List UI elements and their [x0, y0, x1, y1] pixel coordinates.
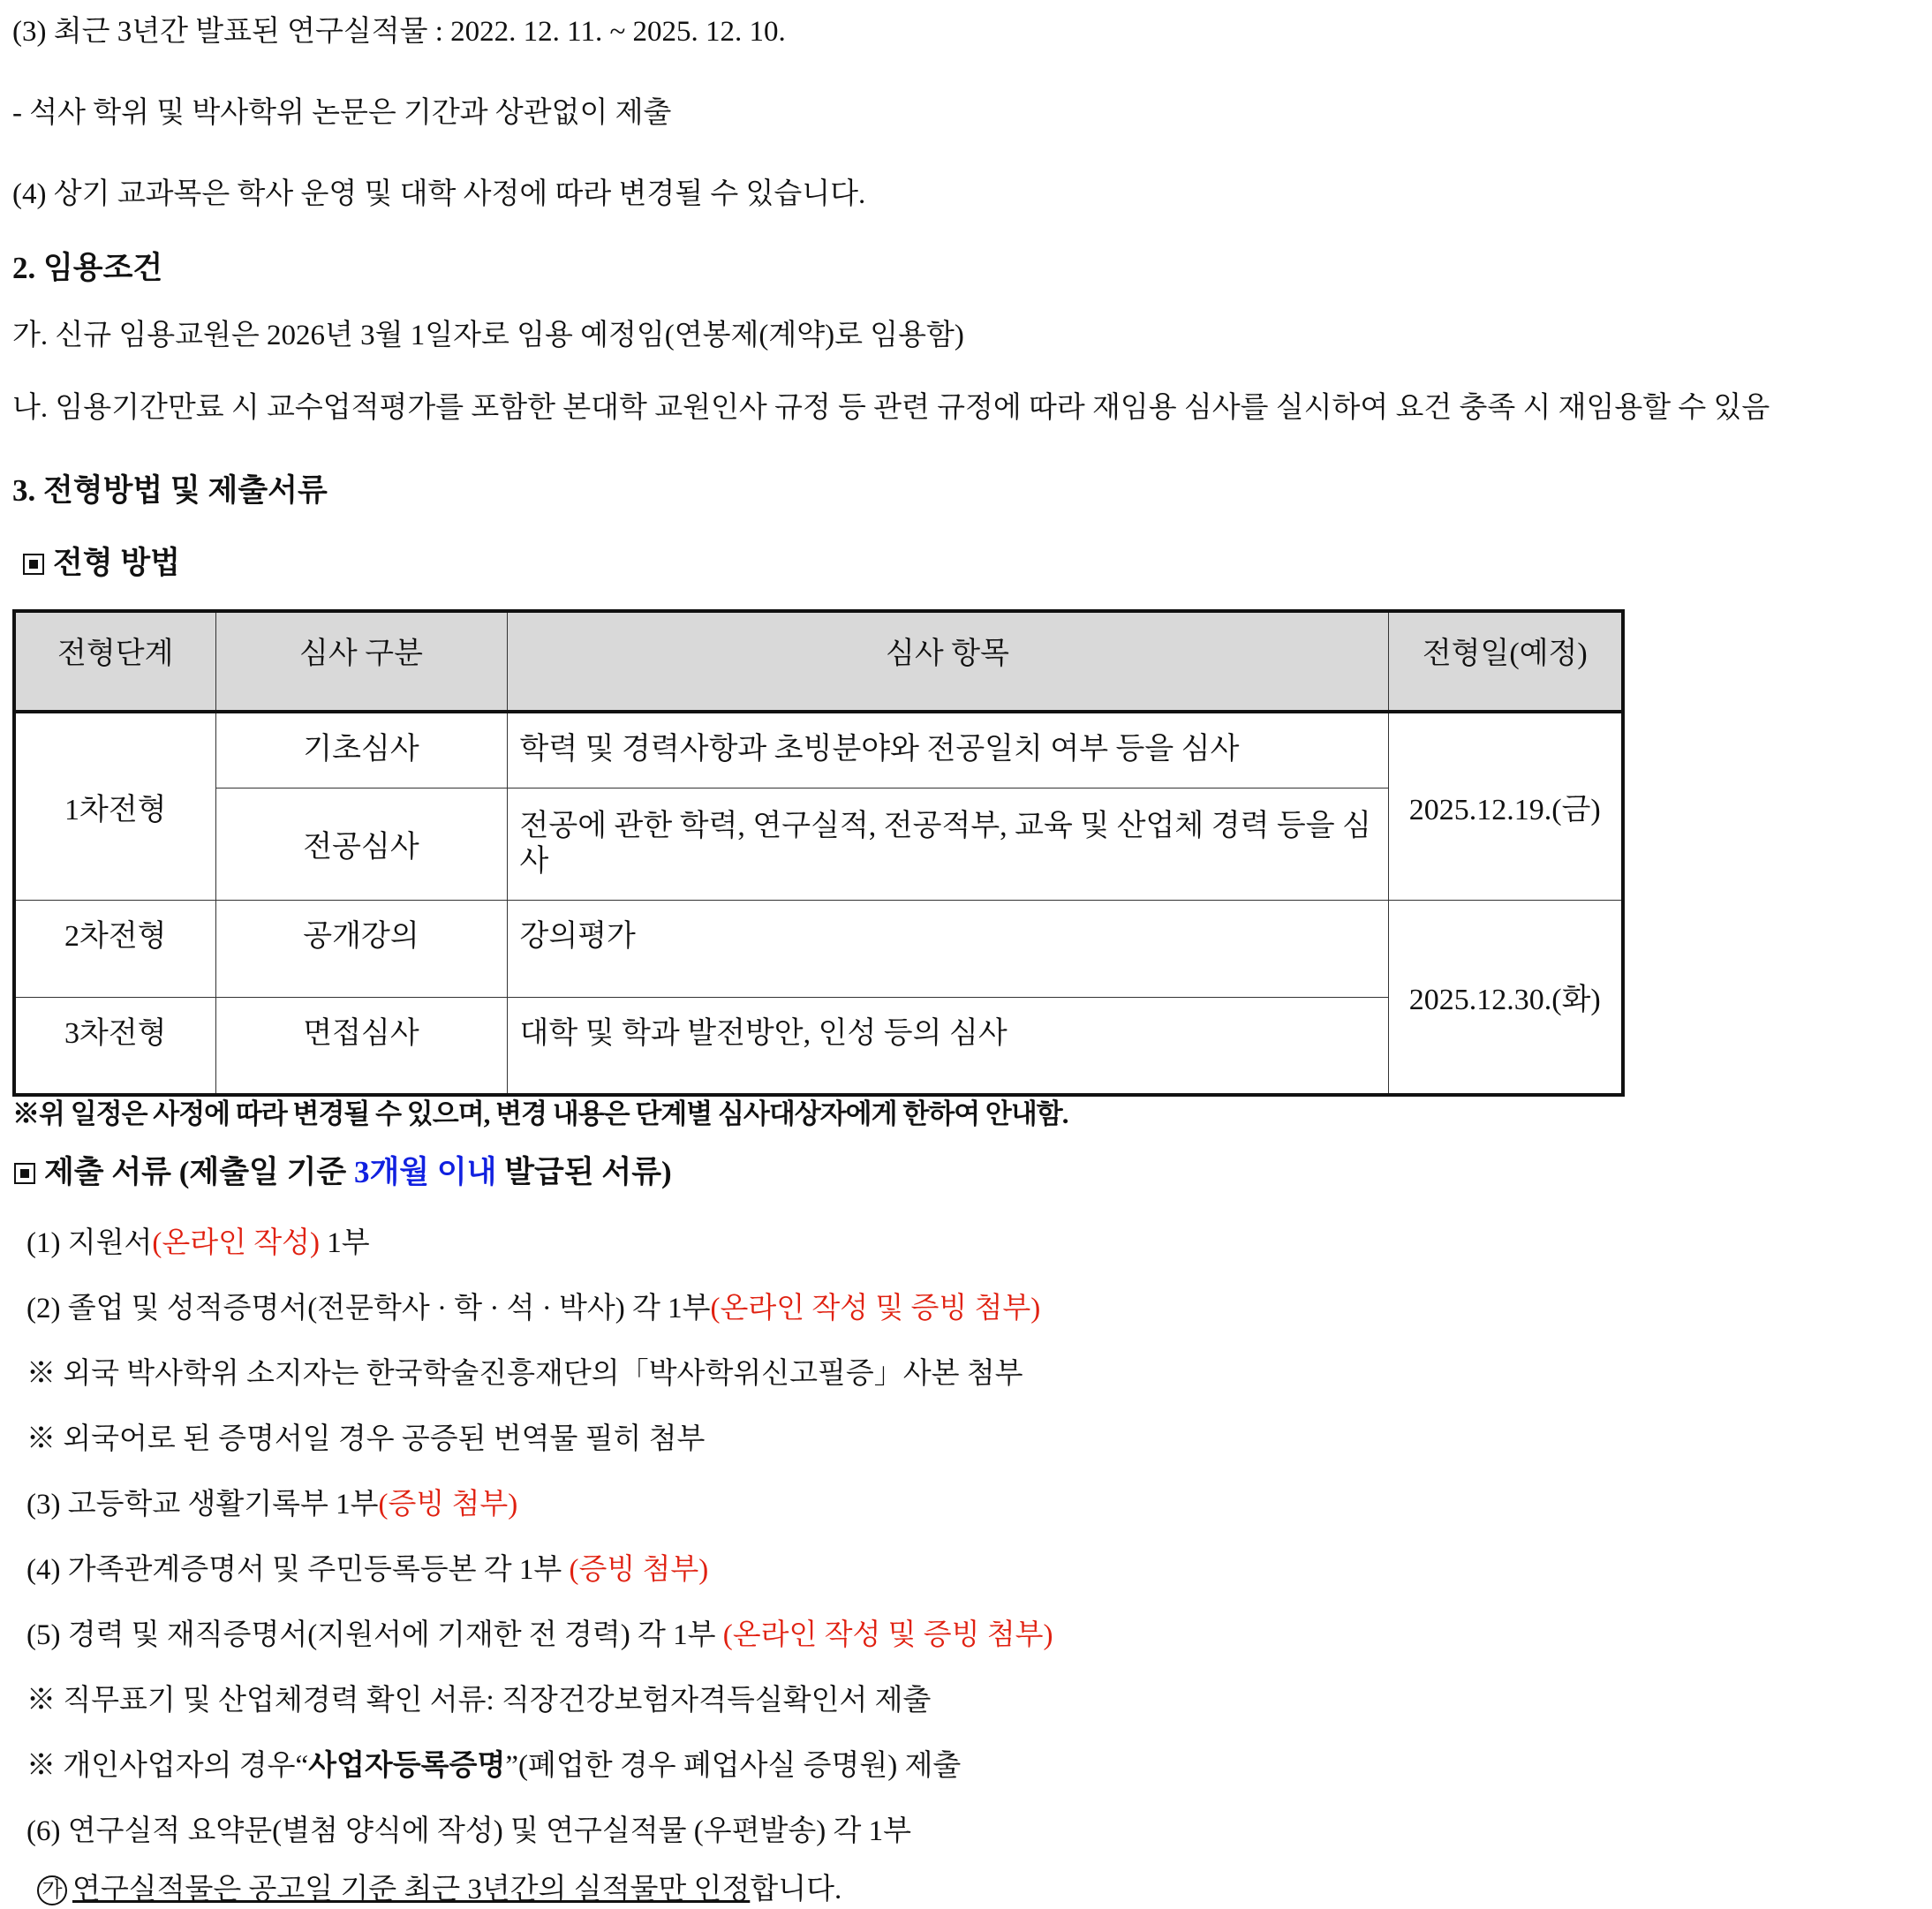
- section2-ga: 가. 신규 임용교원은 2026년 3월 1일자로 임용 예정임(연봉제(계약)로 임용함): [12, 320, 964, 351]
- doc-6-ga: [37, 1870, 841, 1909]
- doc-5-note1: ※ 직무표기 및 산업체경력 확인 서류: 직장건강보험자격득실확인서 제출: [26, 1685, 932, 1717]
- doc-2-red: (온라인 작성 및 증빙 첨부): [710, 1293, 1041, 1324]
- doc-2-note1: ※ 외국 박사학위 소지자는 한국학술진흥재단의「박사학위신고필증」사본 첨부: [26, 1358, 1023, 1390]
- stage3-cell: 3차전형: [14, 998, 215, 1095]
- doc-3-text: (3) 고등학교 생활기록부 1부: [26, 1489, 379, 1520]
- doc-1-tail: 1부: [320, 1227, 370, 1259]
- table-row: [14, 900, 1623, 997]
- row1-type: 기초심사: [215, 712, 507, 788]
- row2-item: 전공에 관한 학력, 연구실적, 전공적부, 교육 및 산업체 경력 등을 심사: [507, 788, 1388, 900]
- doc-4-text: (4) 가족관계증명서 및 주민등록등본 각 1부: [26, 1554, 570, 1586]
- square-bullet-icon: [14, 1163, 35, 1184]
- table-row: [14, 712, 1623, 788]
- docs-heading: [14, 1153, 672, 1192]
- doc-5-note2-text: ※ 개인사업자의 경우“: [26, 1750, 309, 1782]
- row4-type: 면접심사: [215, 998, 507, 1095]
- row4-item: 대학 및 학과 발전방안, 인성 등의 심사: [507, 998, 1388, 1095]
- row1-item: 학력 및 경력사항과 초빙분야와 전공일치 여부 등을 심사: [507, 712, 1388, 788]
- doc-2-text: (2) 졸업 및 성적증명서(전문학사 · 학 · 석 · 박사) 각 1부: [26, 1293, 711, 1324]
- doc-5-note2-tail: ”(폐업한 경우 폐업사실 증명원) 제출: [505, 1750, 962, 1782]
- doc-5-text: (5) 경력 및 재직증명서(지원서에 기재한 전 경력) 각 1부: [26, 1619, 723, 1651]
- doc-3-red: (증빙 첨부): [378, 1489, 518, 1520]
- docs-heading-highlight: 3개월 이내: [353, 1155, 497, 1189]
- doc-1: [26, 1224, 370, 1263]
- intro-item3: (3) 최근 3년간 발표된 연구실적물 : 2022. 12. 11. ~ 2025. 12. 10.: [12, 16, 786, 48]
- doc-4: [26, 1551, 708, 1589]
- section2-title: 2. 임용조건: [12, 251, 163, 285]
- date1-cell: 2025.12.19.(금): [1388, 712, 1623, 900]
- header-date: 전형일(예정): [1388, 611, 1623, 712]
- method-heading-text: 전형 방법: [53, 546, 180, 580]
- header-stage: 전형단계: [14, 611, 215, 712]
- doc-6-ga-underline: 연구실적물은 공고일 기준 최근 3년간의 실적물만 인정: [72, 1874, 751, 1905]
- doc-6-ga-tail: 합니다.: [750, 1874, 842, 1905]
- section2-na: 나. 임용기간만료 시 교수업적평가를 포함한 본대학 교원인사 규정 등 관련 규정에 따라 재임용 심사를 실시하여 요건 충족 시 재임용할 수 있음: [12, 392, 1770, 424]
- section3-title: 3. 전형방법 및 제출서류: [12, 473, 328, 508]
- intro-item3-note: - 석사 학위 및 박사학위 논문은 기간과 상관없이 제출: [12, 97, 672, 129]
- table-row: [14, 788, 1623, 900]
- doc-6: (6) 연구실적 요약문(별첨 양식에 작성) 및 연구실적물 (우편발송) 각 1부: [26, 1815, 912, 1847]
- table-row: [14, 998, 1623, 1095]
- row3-type: 공개강의: [215, 900, 507, 997]
- square-bullet-icon: [23, 554, 44, 575]
- table-header-row: [14, 611, 1623, 712]
- row3-item: 강의평가: [507, 900, 1388, 997]
- row2-type: 전공심사: [215, 788, 507, 900]
- doc-3: [26, 1485, 517, 1524]
- doc-1-text: (1) 지원서: [26, 1227, 153, 1259]
- header-type: 심사 구분: [215, 611, 507, 712]
- doc-2-note2: ※ 외국어로 된 증명서일 경우 공증된 번역물 필히 첨부: [26, 1423, 706, 1455]
- doc-5-note2: [26, 1747, 961, 1785]
- doc-5: [26, 1616, 1053, 1655]
- doc-5-note2-bold: 사업자등록증명: [308, 1750, 506, 1782]
- selection-table: [12, 609, 1625, 1097]
- stage1-cell: 1차전형: [14, 712, 215, 900]
- doc-4-red: (증빙 첨부): [569, 1554, 709, 1586]
- docs-heading-b: 발급된 서류): [496, 1155, 672, 1189]
- header-item: 심사 항목: [507, 611, 1388, 712]
- intro-item4: (4) 상기 교과목은 학사 운영 및 대학 사정에 따라 변경될 수 있습니다.: [12, 178, 866, 210]
- docs-heading-a: 제출 서류 (제출일 기준: [44, 1155, 354, 1189]
- circled-ga-icon: 가: [37, 1875, 67, 1905]
- date2-cell: 2025.12.30.(화): [1388, 900, 1623, 1095]
- doc-1-red: (온라인 작성): [152, 1227, 320, 1259]
- stage2-cell: 2차전형: [14, 900, 215, 997]
- schedule-note: ※위 일정은 사정에 따라 변경될 수 있으며, 변경 내용은 단계별 심사대상자에게 한하여 안내함.: [12, 1098, 1068, 1129]
- doc-5-red: (온라인 작성 및 증빙 첨부): [722, 1619, 1053, 1651]
- doc-2: [26, 1289, 1040, 1328]
- method-heading: [23, 544, 180, 583]
